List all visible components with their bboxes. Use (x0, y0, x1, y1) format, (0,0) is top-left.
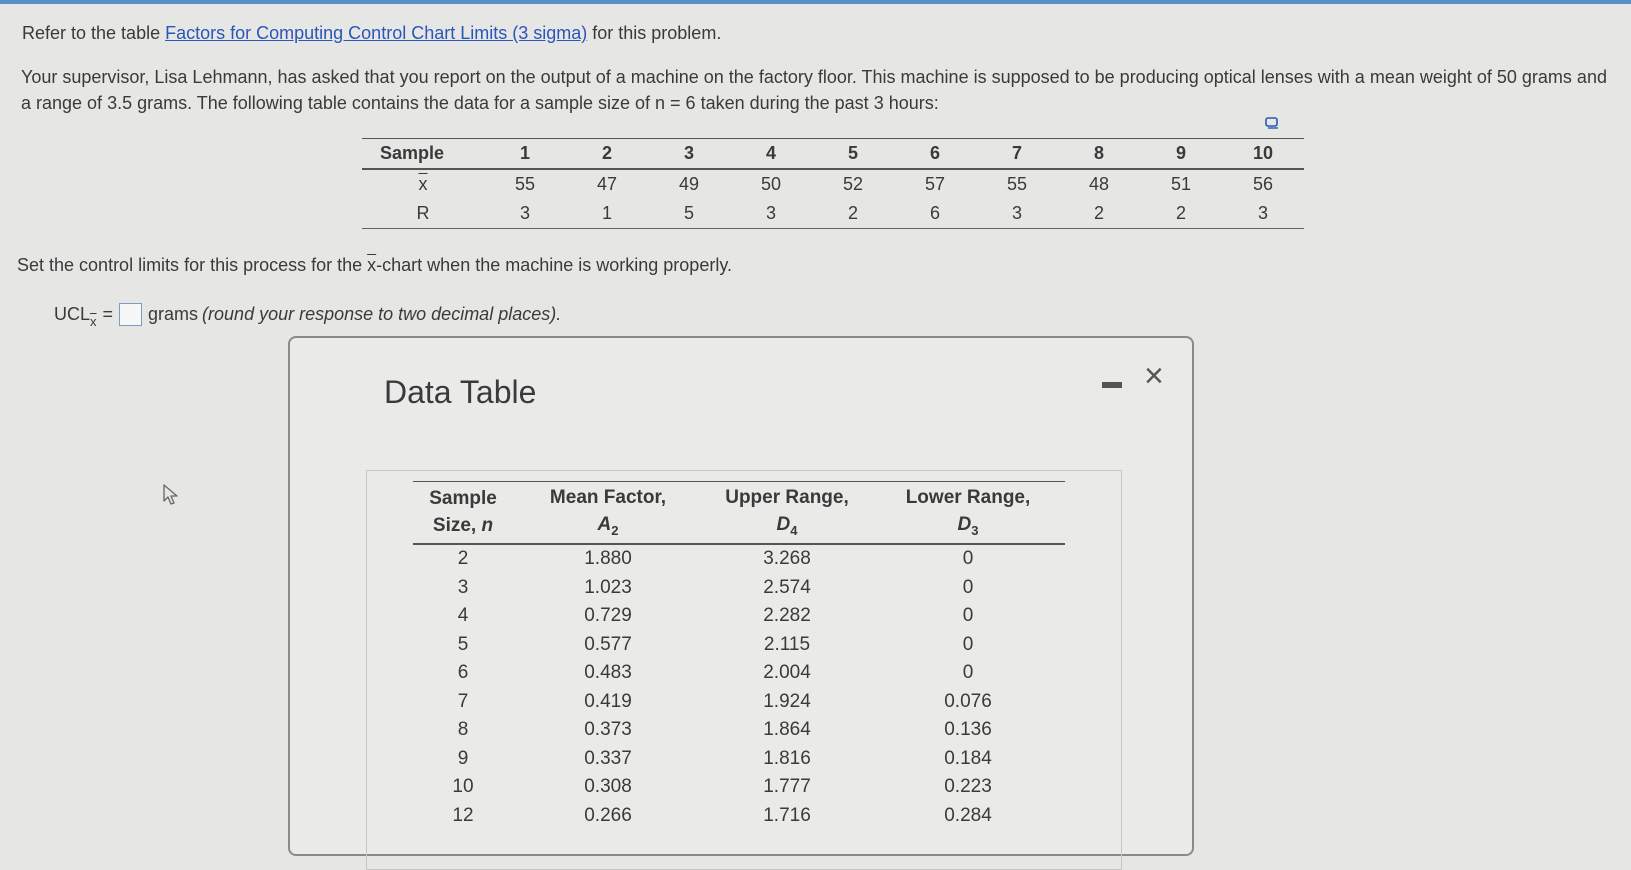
mouse-pointer-icon (162, 484, 182, 506)
range-value: 6 (929, 203, 940, 223)
d3-cell: 0 (962, 548, 974, 570)
sample-size-cell: 8 (457, 719, 469, 741)
factor-table-body (413, 544, 1065, 830)
table-row (413, 659, 1065, 688)
sample-number: 4 (765, 143, 776, 163)
xbar-value: 56 (1252, 174, 1274, 194)
header-mean-factor: Mean Factor, $A_2$ (549, 487, 667, 538)
a2-cell: 0.483 (584, 662, 632, 684)
sample-data-table (362, 138, 1304, 229)
sample-size-cell: 7 (457, 690, 469, 712)
d3-cell: 0.223 (944, 776, 992, 798)
range-value: 3 (1257, 203, 1268, 223)
range-label: R (416, 203, 430, 223)
sample-size-cell: 10 (452, 776, 474, 798)
sample-size-cell: 12 (452, 804, 474, 826)
d4-cell: 1.924 (763, 690, 811, 712)
sample-size-cell: 3 (457, 576, 469, 598)
d4-cell: 2.004 (763, 662, 811, 684)
intro-line (22, 23, 721, 44)
sample-number: 7 (1011, 143, 1022, 163)
a2-cell: 0.266 (584, 804, 632, 826)
d4-cell: 1.864 (763, 719, 811, 741)
d3-cell: 0.136 (944, 719, 992, 741)
sample-size-cell: 6 (457, 662, 469, 684)
ucl-equals: = (102, 304, 114, 324)
dialog-title: Data Table (384, 374, 537, 410)
problem-statement: Your supervisor, Lisa Lehmann, has asked that you report on the output of a machine on the factory floor. This machine is supposed to be producing optical lenses with a mean weight of 50 grams and a range of 3.5 grams. The following table contains the data for a sample size of n = 6 taken during the past 3 hours: (21, 67, 1607, 113)
factors-table-link[interactable]: Factors for Computing Control Chart Limits (3 sigma) (165, 23, 588, 43)
ucl-label: UCL (54, 304, 91, 324)
xbar-label: $\overline{x}$ (418, 174, 428, 194)
a2-cell: 0.419 (584, 690, 632, 712)
sample-header-row (362, 139, 1304, 170)
table-row (413, 773, 1065, 802)
answer-hint: (round your response to two decimal places). (202, 304, 562, 324)
sample-number: 8 (1093, 143, 1104, 163)
d4-cell: 2.574 (763, 576, 811, 598)
table-row (413, 802, 1065, 831)
sample-number: 3 (683, 143, 694, 163)
a2-cell: 0.373 (584, 719, 632, 741)
a2-cell: 0.337 (584, 747, 632, 769)
d4-cell: 1.816 (763, 747, 811, 769)
table-row (413, 544, 1065, 574)
xbar-value: 51 (1170, 174, 1192, 194)
xbar-value: 47 (596, 174, 618, 194)
table-row (413, 745, 1065, 774)
xbar-value: 55 (514, 174, 536, 194)
xbar-value: 57 (924, 174, 946, 194)
header-upper-range: Upper Range, $D_4$ (725, 487, 849, 538)
d3-cell: 0 (962, 605, 974, 627)
range-value: 2 (1093, 203, 1104, 223)
d3-cell: 0 (962, 662, 974, 684)
d4-cell: 1.777 (763, 776, 811, 798)
d3-cell: 0.076 (944, 690, 992, 712)
sample-size-cell: 5 (457, 633, 469, 655)
factor-header-row (413, 482, 1065, 545)
table-row (413, 574, 1065, 603)
ucl-answer-input[interactable] (119, 303, 142, 326)
header-lower-range: Lower Range, $D_3$ (905, 487, 1031, 538)
range-value: 5 (683, 203, 694, 223)
xbar-value: 50 (760, 174, 782, 194)
d4-cell: 2.282 (763, 605, 811, 627)
range-value: 3 (765, 203, 776, 223)
range-value: 3 (519, 203, 530, 223)
intro-suffix: for this problem. (592, 23, 722, 43)
control-chart-factors-table (413, 481, 1065, 830)
table-row (413, 631, 1065, 660)
sample-number: 1 (519, 143, 530, 163)
sample-size-cell: 4 (457, 605, 469, 627)
d4-cell: 1.716 (763, 804, 811, 826)
sample-number: 6 (929, 143, 940, 163)
intro-prefix: Refer to the table (22, 23, 161, 43)
data-table-dialog (288, 336, 1194, 856)
copy-data-icon[interactable] (1265, 117, 1279, 129)
xbar-value: 49 (678, 174, 700, 194)
a2-cell: 0.308 (584, 776, 632, 798)
d3-cell: 0 (962, 576, 974, 598)
range-value: 3 (1011, 203, 1022, 223)
minimize-icon[interactable] (1102, 382, 1122, 388)
d4-cell: 2.115 (763, 633, 811, 655)
question-text (17, 255, 732, 276)
table-row (413, 602, 1065, 631)
top-accent-bar (0, 0, 1631, 4)
sample-number: 5 (847, 143, 858, 163)
d3-cell: 0.284 (944, 804, 992, 826)
question-pre: Set the control limits for this process for the (17, 255, 363, 275)
header-sample-size: Sample Size, n (429, 487, 497, 536)
question-post: -chart when the machine is working properly. (376, 255, 732, 275)
xbar-value: 48 (1088, 174, 1110, 194)
table-row (413, 716, 1065, 745)
a2-cell: 1.023 (584, 576, 632, 598)
sample-header-label: Sample (380, 143, 445, 163)
table-row (413, 688, 1065, 717)
range-value: 2 (1175, 203, 1186, 223)
d3-cell: 0 (962, 633, 974, 655)
xbar-value: 55 (1006, 174, 1028, 194)
sample-size-cell: 2 (457, 548, 469, 570)
range-value: 2 (847, 203, 858, 223)
ucl-subscript: $\overline{x}$ (90, 314, 97, 329)
answer-line (54, 303, 562, 329)
question-xbar-symbol: $\overline{x}$ (367, 255, 377, 275)
xbar-value: 52 (842, 174, 864, 194)
sample-size-cell: 9 (457, 747, 469, 769)
sample-number: 9 (1175, 143, 1186, 163)
d3-cell: 0.184 (944, 747, 992, 769)
xbar-row (362, 169, 1304, 199)
a2-cell: 0.729 (584, 605, 632, 627)
a2-cell: 1.880 (584, 548, 632, 570)
range-value: 1 (601, 203, 612, 223)
a2-cell: 0.577 (584, 633, 632, 655)
close-icon[interactable]: × (1144, 357, 1164, 395)
sample-number: 2 (601, 143, 612, 163)
factor-table-frame (366, 470, 1122, 870)
d4-cell: 3.268 (763, 548, 811, 570)
answer-unit: grams (148, 304, 199, 324)
range-row (362, 199, 1304, 229)
sample-number: 10 (1252, 143, 1274, 163)
